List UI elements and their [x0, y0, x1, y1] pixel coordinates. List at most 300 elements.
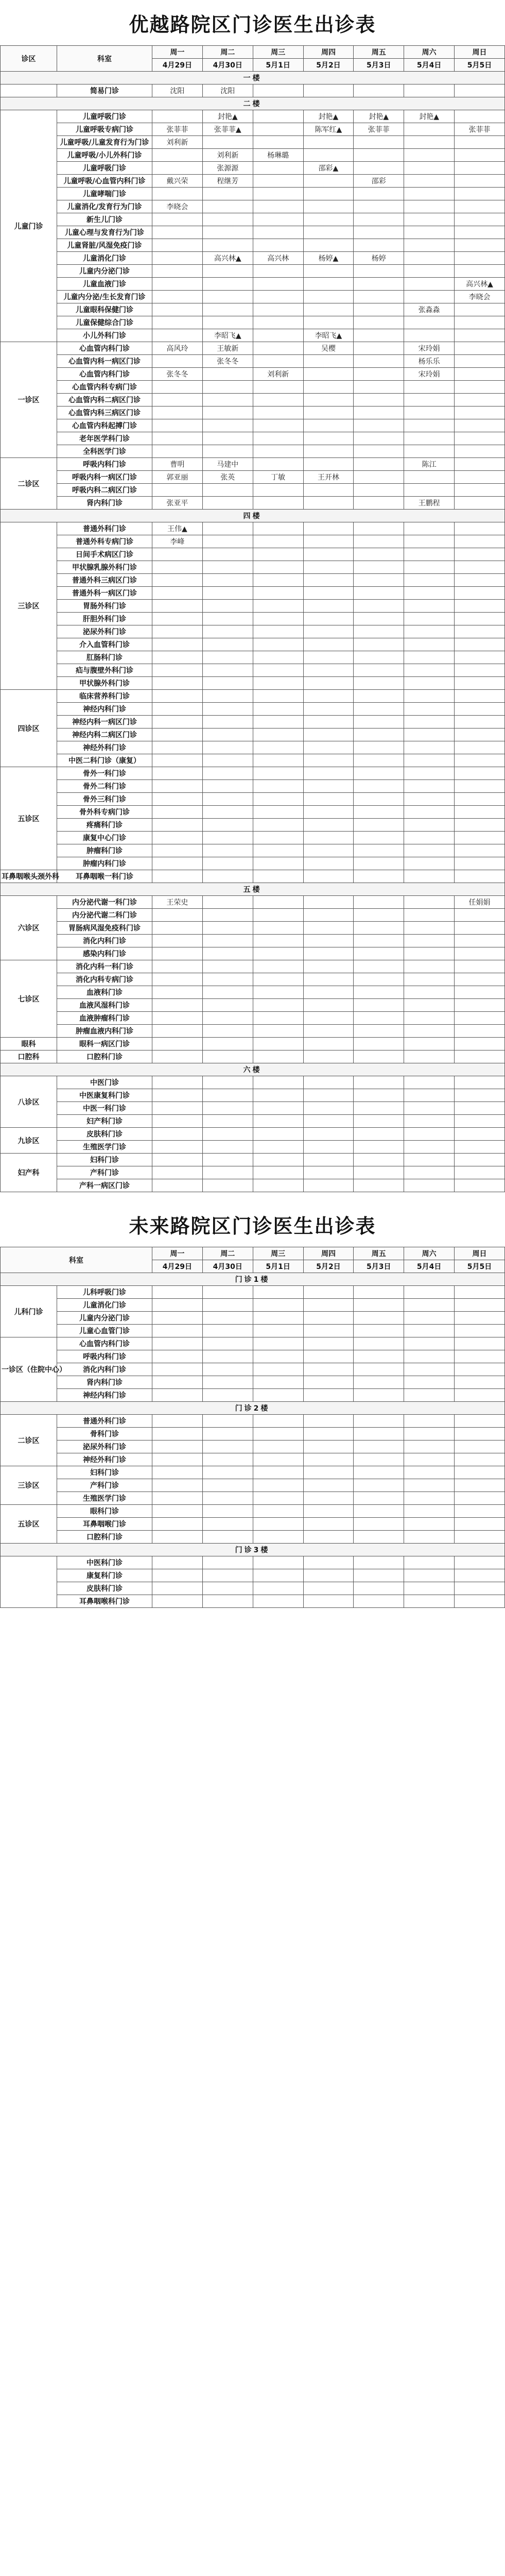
doctor-cell [354, 1286, 404, 1299]
doctor-cell [253, 406, 303, 419]
doctor-cell [253, 1376, 303, 1389]
table-row [1, 406, 505, 419]
doctor-cell [152, 703, 203, 716]
doctor-cell [253, 832, 303, 844]
doctor-cell [303, 703, 354, 716]
doctor-cell [455, 200, 505, 213]
table-row [1, 587, 505, 600]
doctor-cell: 封艳▲ [202, 110, 253, 123]
doctor-cell [354, 497, 404, 510]
dept-label: 儿童消化门诊 [57, 1299, 152, 1312]
section-gap [0, 1192, 505, 1201]
doctor-cell [253, 226, 303, 239]
doctor-cell [253, 716, 303, 728]
doctor-cell [354, 767, 404, 780]
doctor-cell [354, 741, 404, 754]
doctor-cell [152, 999, 203, 1012]
doctor-cell [354, 844, 404, 857]
doctor-cell: 高风玲 [152, 342, 203, 355]
table-row [1, 535, 505, 548]
table-row [1, 1299, 505, 1312]
table-row [1, 1556, 505, 1569]
doctor-cell [404, 1154, 455, 1166]
doctor-cell [202, 741, 253, 754]
doctor-cell [303, 1025, 354, 1038]
doctor-cell [455, 1154, 505, 1166]
doctor-cell [202, 677, 253, 690]
doctor-cell [404, 252, 455, 265]
doctor-cell [253, 909, 303, 922]
doctor-cell [253, 1466, 303, 1479]
doctor-cell [455, 535, 505, 548]
doctor-cell [404, 651, 455, 664]
doctor-cell [404, 84, 455, 97]
doctor-cell: 曹明 [152, 458, 203, 471]
doctor-cell [152, 226, 203, 239]
doctor-cell [152, 548, 203, 561]
doctor-cell [354, 1141, 404, 1154]
doctor-cell [455, 458, 505, 471]
doctor-cell [354, 832, 404, 844]
doctor-cell [253, 1595, 303, 1608]
doctor-cell [404, 1492, 455, 1505]
doctor-cell [202, 716, 253, 728]
doctor-cell [455, 329, 505, 342]
doctor-cell [152, 1556, 203, 1569]
doctor-cell [253, 1286, 303, 1299]
doctor-cell [303, 1582, 354, 1595]
doctor-cell [455, 406, 505, 419]
doctor-cell [354, 1440, 404, 1453]
doctor-cell [303, 432, 354, 445]
doctor-cell [354, 1337, 404, 1350]
doctor-cell [152, 1286, 203, 1299]
doctor-cell [202, 381, 253, 394]
table-row [1, 1492, 505, 1505]
doctor-cell [455, 1025, 505, 1038]
doctor-cell [354, 716, 404, 728]
table-row [1, 806, 505, 819]
header-day: 周二 [202, 1247, 253, 1260]
doctor-cell [455, 832, 505, 844]
doctor-cell [303, 535, 354, 548]
dept-label: 介入血管科门诊 [57, 638, 152, 651]
doctor-cell [455, 1505, 505, 1518]
doctor-cell [354, 1556, 404, 1569]
header-row-week [1, 46, 505, 59]
dept-label: 新生儿门诊 [57, 213, 152, 226]
page-title-weilai: 未来路院区门诊医生出诊表 [129, 1214, 376, 1238]
doctor-cell [303, 600, 354, 613]
doctor-cell [404, 484, 455, 497]
doctor-cell [253, 1012, 303, 1025]
table-row [1, 716, 505, 728]
doctor-cell [303, 741, 354, 754]
doctor-cell [404, 1325, 455, 1337]
doctor-cell [354, 947, 404, 960]
dept-label: 生殖医学门诊 [57, 1141, 152, 1154]
doctor-cell [455, 587, 505, 600]
dept-label: 感染内科门诊 [57, 947, 152, 960]
table-row [1, 200, 505, 213]
table-row [1, 175, 505, 188]
doctor-cell [152, 832, 203, 844]
table-row [1, 999, 505, 1012]
doctor-cell: 封艳▲ [404, 110, 455, 123]
doctor-cell [303, 651, 354, 664]
table-row [1, 1505, 505, 1518]
doctor-cell [152, 960, 203, 973]
dept-label: 甲状腺外科门诊 [57, 677, 152, 690]
doctor-cell [253, 690, 303, 703]
doctor-cell [404, 986, 455, 999]
dept-label: 康复中心门诊 [57, 832, 152, 844]
dept-label: 中医门诊 [57, 1076, 152, 1089]
table-row [1, 484, 505, 497]
doctor-cell [354, 986, 404, 999]
dept-label: 耳鼻咽喉门诊 [57, 1518, 152, 1531]
doctor-cell [303, 561, 354, 574]
doctor-cell [253, 1154, 303, 1166]
doctor-cell [404, 1428, 455, 1440]
dept-label: 消化内科一科门诊 [57, 960, 152, 973]
doctor-cell [404, 780, 455, 793]
doctor-cell [404, 806, 455, 819]
doctor-cell [152, 1453, 203, 1466]
dept-label: 儿童眼科保健门诊 [57, 303, 152, 316]
doctor-cell [455, 780, 505, 793]
doctor-cell [202, 1453, 253, 1466]
doctor-cell: 邵彩▲ [303, 162, 354, 175]
doctor-cell [303, 1154, 354, 1166]
doctor-cell [202, 1012, 253, 1025]
doctor-cell [354, 651, 404, 664]
doctor-cell: 宋玲娟 [404, 342, 455, 355]
doctor-cell [303, 458, 354, 471]
doctor-cell: 张源源 [202, 162, 253, 175]
doctor-cell [404, 1440, 455, 1453]
doctor-cell [455, 432, 505, 445]
doctor-cell [404, 716, 455, 728]
doctor-cell [354, 188, 404, 200]
doctor-cell [303, 664, 354, 677]
doctor-cell [303, 1299, 354, 1312]
doctor-cell [455, 922, 505, 935]
doctor-cell [404, 844, 455, 857]
table-row [1, 419, 505, 432]
doctor-cell [404, 1518, 455, 1531]
doctor-cell [354, 973, 404, 986]
doctor-cell [152, 303, 203, 316]
doctor-cell [455, 1556, 505, 1569]
doctor-cell: 封艳▲ [354, 110, 404, 123]
doctor-cell [202, 394, 253, 406]
doctor-cell [354, 935, 404, 947]
doctor-cell [354, 1076, 404, 1089]
doctor-cell [354, 149, 404, 162]
doctor-cell [354, 638, 404, 651]
doctor-cell [354, 1505, 404, 1518]
table-row [1, 1115, 505, 1128]
doctor-cell [152, 484, 203, 497]
doctor-cell [303, 973, 354, 986]
doctor-cell [202, 1050, 253, 1063]
doctor-cell [303, 754, 354, 767]
doctor-cell [202, 844, 253, 857]
doctor-cell [303, 1141, 354, 1154]
doctor-cell [202, 1337, 253, 1350]
doctor-cell [404, 1595, 455, 1608]
doctor-cell [404, 522, 455, 535]
area-label: 二诊区 [1, 1415, 57, 1466]
dept-label: 产科一病区门诊 [57, 1179, 152, 1192]
area-label: 六诊区 [1, 896, 57, 960]
doctor-cell [303, 922, 354, 935]
doctor-cell [455, 303, 505, 316]
doctor-cell [354, 226, 404, 239]
doctor-cell [354, 690, 404, 703]
doctor-cell [202, 1350, 253, 1363]
doctor-cell [303, 780, 354, 793]
doctor-cell [202, 303, 253, 316]
floor-row [1, 510, 505, 522]
doctor-cell [303, 213, 354, 226]
doctor-cell [253, 1350, 303, 1363]
doctor-cell [404, 394, 455, 406]
doctor-cell [455, 419, 505, 432]
doctor-cell [455, 394, 505, 406]
dept-label: 普通外科门诊 [57, 522, 152, 535]
doctor-cell [455, 1102, 505, 1115]
doctor-cell [455, 1595, 505, 1608]
doctor-cell [303, 960, 354, 973]
doctor-cell [404, 1337, 455, 1350]
doctor-cell [455, 265, 505, 278]
dept-label: 产科门诊 [57, 1479, 152, 1492]
table-row [1, 162, 505, 175]
header-date: 4月30日 [202, 1260, 253, 1273]
doctor-cell [303, 767, 354, 780]
doctor-cell [354, 922, 404, 935]
doctor-cell [404, 445, 455, 458]
doctor-cell [253, 960, 303, 973]
doctor-cell: 王荣史 [152, 896, 203, 909]
doctor-cell [404, 1415, 455, 1428]
doctor-cell [404, 922, 455, 935]
area-label: 儿科门诊 [1, 1286, 57, 1337]
doctor-cell [455, 716, 505, 728]
doctor-cell: 沈阳 [202, 84, 253, 97]
doctor-cell [253, 1325, 303, 1337]
doctor-cell [202, 1102, 253, 1115]
doctor-cell [303, 896, 354, 909]
table-row [1, 1595, 505, 1608]
doctor-cell [202, 896, 253, 909]
doctor-cell [404, 741, 455, 754]
table-row [1, 574, 505, 587]
doctor-cell [253, 175, 303, 188]
dept-label: 心血管内科起搏门诊 [57, 419, 152, 432]
table-row [1, 1337, 505, 1350]
doctor-cell [202, 587, 253, 600]
area-label: 口腔科 [1, 1050, 57, 1063]
doctor-cell [455, 703, 505, 716]
doctor-cell [253, 677, 303, 690]
header-dept: 科室 [57, 46, 152, 72]
doctor-cell [404, 265, 455, 278]
doctor-cell [455, 355, 505, 368]
doctor-cell [253, 767, 303, 780]
doctor-cell [404, 1012, 455, 1025]
dept-label: 儿童呼吸/小儿外科门诊 [57, 149, 152, 162]
doctor-cell [455, 1076, 505, 1089]
doctor-cell [303, 1595, 354, 1608]
header-date: 5月5日 [455, 59, 505, 72]
dept-label: 胃肠病风湿免疫科门诊 [57, 922, 152, 935]
doctor-cell [253, 484, 303, 497]
dept-label: 心血管内科一病区门诊 [57, 355, 152, 368]
doctor-cell [202, 935, 253, 947]
table-row [1, 1166, 505, 1179]
table-row [1, 278, 505, 291]
doctor-cell [455, 806, 505, 819]
doctor-cell [455, 110, 505, 123]
table-row [1, 1531, 505, 1544]
table-row [1, 780, 505, 793]
header-dept: 科室 [1, 1247, 152, 1273]
doctor-cell [202, 291, 253, 303]
doctor-cell [303, 1038, 354, 1050]
header-area: 诊区 [1, 46, 57, 72]
doctor-cell [152, 806, 203, 819]
doctor-cell [202, 857, 253, 870]
doctor-cell [303, 844, 354, 857]
dept-label: 眼科门诊 [57, 1505, 152, 1518]
dept-label: 肛肠科门诊 [57, 651, 152, 664]
floor-label: 门诊3楼 [1, 1544, 505, 1556]
header-date: 5月3日 [354, 1260, 404, 1273]
doctor-cell [303, 1179, 354, 1192]
doctor-cell [202, 728, 253, 741]
doctor-cell [152, 1350, 203, 1363]
doctor-cell [253, 342, 303, 355]
doctor-cell [404, 432, 455, 445]
doctor-cell [455, 857, 505, 870]
table-row [1, 522, 505, 535]
doctor-cell [202, 1569, 253, 1582]
doctor-cell [152, 239, 203, 252]
doctor-cell [354, 625, 404, 638]
table-row [1, 973, 505, 986]
doctor-cell [354, 1518, 404, 1531]
doctor-cell [455, 213, 505, 226]
doctor-cell [354, 484, 404, 497]
doctor-cell [404, 857, 455, 870]
doctor-cell [354, 960, 404, 973]
doctor-cell [354, 381, 404, 394]
doctor-cell: 高兴林▲ [455, 278, 505, 291]
header-date: 5月2日 [303, 59, 354, 72]
dept-label: 普通外科一病区门诊 [57, 587, 152, 600]
table-row [1, 188, 505, 200]
doctor-cell [354, 522, 404, 535]
doctor-cell [404, 896, 455, 909]
area-label: 眼科 [1, 1038, 57, 1050]
floor-label: 一楼 [1, 72, 505, 84]
doctor-cell [404, 935, 455, 947]
floor-label: 五楼 [1, 883, 505, 896]
doctor-cell [152, 1569, 203, 1582]
area-label: 七诊区 [1, 960, 57, 1038]
doctor-cell [253, 291, 303, 303]
doctor-cell: 杨乐乐 [404, 355, 455, 368]
doctor-cell: 刘利新 [253, 368, 303, 381]
doctor-cell [253, 1569, 303, 1582]
doctor-cell [253, 780, 303, 793]
doctor-cell [404, 329, 455, 342]
doctor-cell [455, 561, 505, 574]
doctor-cell [303, 265, 354, 278]
doctor-cell [202, 1286, 253, 1299]
table-row [1, 316, 505, 329]
doctor-cell [354, 1453, 404, 1466]
doctor-cell [303, 909, 354, 922]
doctor-cell [253, 381, 303, 394]
dept-label: 眼科一病区门诊 [57, 1038, 152, 1050]
doctor-cell [253, 600, 303, 613]
doctor-cell [202, 986, 253, 999]
doctor-cell [253, 432, 303, 445]
doctor-cell [354, 342, 404, 355]
schedule-body-youyue [1, 72, 505, 1192]
doctor-cell [202, 1141, 253, 1154]
doctor-cell [455, 162, 505, 175]
doctor-cell [303, 870, 354, 883]
doctor-cell [202, 767, 253, 780]
table-row [1, 1089, 505, 1102]
dept-label: 儿童内分泌门诊 [57, 265, 152, 278]
doctor-cell [354, 1595, 404, 1608]
doctor-cell [404, 1089, 455, 1102]
area-label: 五诊区 [1, 767, 57, 870]
table-row [1, 110, 505, 123]
area-label: 妇产科 [1, 1154, 57, 1192]
area-label: 一诊区 [1, 342, 57, 458]
table-row [1, 213, 505, 226]
doctor-cell [253, 1337, 303, 1350]
table-row [1, 368, 505, 381]
doctor-cell [455, 1453, 505, 1466]
doctor-cell [404, 136, 455, 149]
doctor-cell: 李峰 [152, 535, 203, 548]
doctor-cell [404, 1312, 455, 1325]
doctor-cell [253, 1141, 303, 1154]
dept-label: 呼吸内科门诊 [57, 458, 152, 471]
doctor-cell [253, 162, 303, 175]
table-row [1, 1025, 505, 1038]
doctor-cell [152, 419, 203, 432]
doctor-cell [455, 1363, 505, 1376]
doctor-cell: 张菲菲▲ [202, 123, 253, 136]
table-row [1, 1389, 505, 1402]
doctor-cell [303, 84, 354, 97]
doctor-cell: 杨婷▲ [303, 252, 354, 265]
table-row [1, 600, 505, 613]
area-label: 儿童门诊 [1, 110, 57, 342]
doctor-cell [404, 1582, 455, 1595]
doctor-cell [303, 522, 354, 535]
doctor-cell [404, 613, 455, 625]
